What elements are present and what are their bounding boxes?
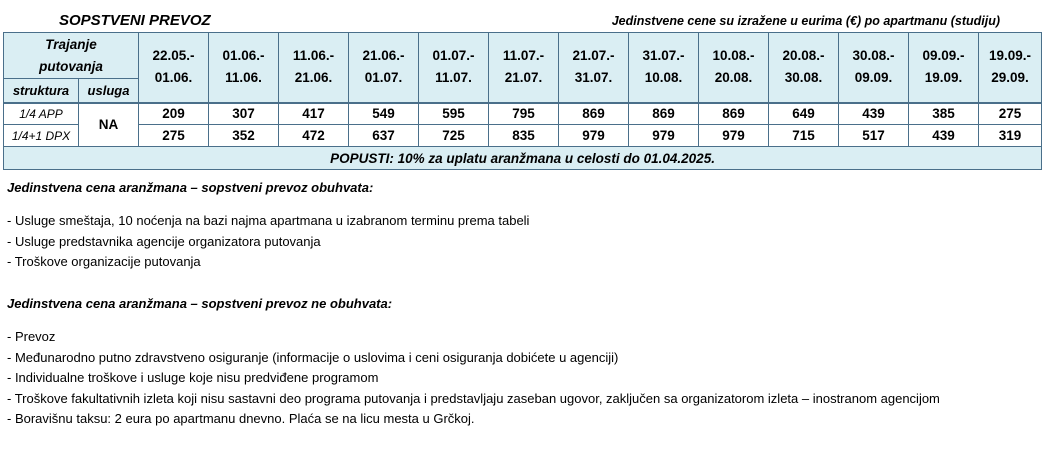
price-cell: 637 — [349, 125, 419, 147]
header — [0, 12, 1043, 32]
price-cell: 715 — [769, 125, 839, 147]
price-cell: 439 — [839, 103, 909, 125]
structure-cell: 1/4 APP — [4, 103, 79, 125]
price-cell: 472 — [279, 125, 349, 147]
page-title: SOPSTVENI PREVOZ — [59, 12, 211, 29]
structure-header: struktura — [4, 79, 79, 103]
price-cell: 352 — [209, 125, 279, 147]
duration-header: Trajanje putovanja — [4, 33, 139, 79]
price-cell: 649 — [769, 103, 839, 125]
price-cell: 209 — [139, 103, 209, 125]
price-cell: 517 — [839, 125, 909, 147]
excludes-heading: Jedinstvena cena aranžmana – sopstveni prevoz ne obuhvata: — [7, 296, 393, 311]
period-header: 31.07.- 10.08. — [629, 33, 699, 103]
list-item: - Troškove organizacije putovanja — [7, 254, 201, 269]
list-item: - Troškove fakultativnih izleta koji nisu sastavni deo programa putovanja i predstavljaju zaseban ugovor, zaključen sa organizatorom izleta – inostranom agencijom — [7, 390, 940, 406]
list-item: - Međunarodno putno zdravstveno osiguranje (informacije o uslovima i ceni osiguranja dobićete u agenciji) — [7, 349, 619, 365]
period-header: 11.06.- 21.06. — [279, 33, 349, 103]
period-header: 30.08.- 09.09. — [839, 33, 909, 103]
list-item: - Individualne troškove i usluge koje nisu predviđene programom — [7, 370, 379, 385]
table-row — [4, 103, 1042, 125]
price-cell: 417 — [279, 103, 349, 125]
period-header: 19.09.- 29.09. — [979, 33, 1042, 103]
period-header: 20.08.- 30.08. — [769, 33, 839, 103]
price-cell: 869 — [629, 103, 699, 125]
price-table — [3, 32, 1042, 170]
table-row — [4, 125, 1042, 147]
price-cell: 595 — [419, 103, 489, 125]
includes-heading: Jedinstvena cena aranžmana – sopstveni prevoz obuhvata: — [7, 180, 374, 195]
price-cell: 385 — [909, 103, 979, 125]
price-note: Jedinstvene cene su izražene u eurima (€) po apartmanu (studiju) — [611, 14, 1000, 28]
structure-cell: 1/4+1 DPX — [4, 125, 79, 147]
price-cell: 725 — [419, 125, 489, 147]
excludes-list — [7, 327, 940, 430]
price-cell: 439 — [909, 125, 979, 147]
price-cell: 275 — [979, 103, 1042, 125]
period-header: 01.07.- 11.07. — [419, 33, 489, 103]
period-header: 01.06.- 11.06. — [209, 33, 279, 103]
period-header: 11.07.- 21.07. — [489, 33, 559, 103]
period-header: 09.09.- 19.09. — [909, 33, 979, 103]
period-header: 21.07.- 31.07. — [559, 33, 629, 103]
period-header: 10.08.- 20.08. — [699, 33, 769, 103]
price-cell: 307 — [209, 103, 279, 125]
price-cell: 979 — [629, 125, 699, 147]
price-cell: 795 — [489, 103, 559, 125]
period-header: 21.06.- 01.07. — [349, 33, 419, 103]
price-cell: 979 — [699, 125, 769, 147]
list-item: - Usluge predstavnika agencije organizatora putovanja — [7, 233, 321, 249]
list-item: - Prevoz — [7, 329, 56, 344]
price-cell: 549 — [349, 103, 419, 125]
list-item: - Boravišnu taksu: 2 eura po apartmanu dnevno. Plaća se na licu mesta u Grčkoj. — [7, 411, 475, 426]
price-cell: 869 — [559, 103, 629, 125]
service-header: usluga — [79, 79, 139, 103]
list-item: - Usluge smeštaja, 10 noćenja na bazi najma apartmana u izabranom terminu prema tabeli — [7, 213, 530, 228]
discount-note: POPUSTI: 10% za uplatu aranžmana u celosti do 01.04.2025. — [4, 147, 1042, 170]
includes-list — [7, 211, 529, 273]
price-cell: 275 — [139, 125, 209, 147]
price-cell: 869 — [699, 103, 769, 125]
price-cell: 319 — [979, 125, 1042, 147]
service-cell: NA — [79, 103, 139, 147]
price-cell: 835 — [489, 125, 559, 147]
price-cell: 979 — [559, 125, 629, 147]
promo-row — [4, 147, 1042, 170]
period-header: 22.05.- 01.06. — [139, 33, 209, 103]
